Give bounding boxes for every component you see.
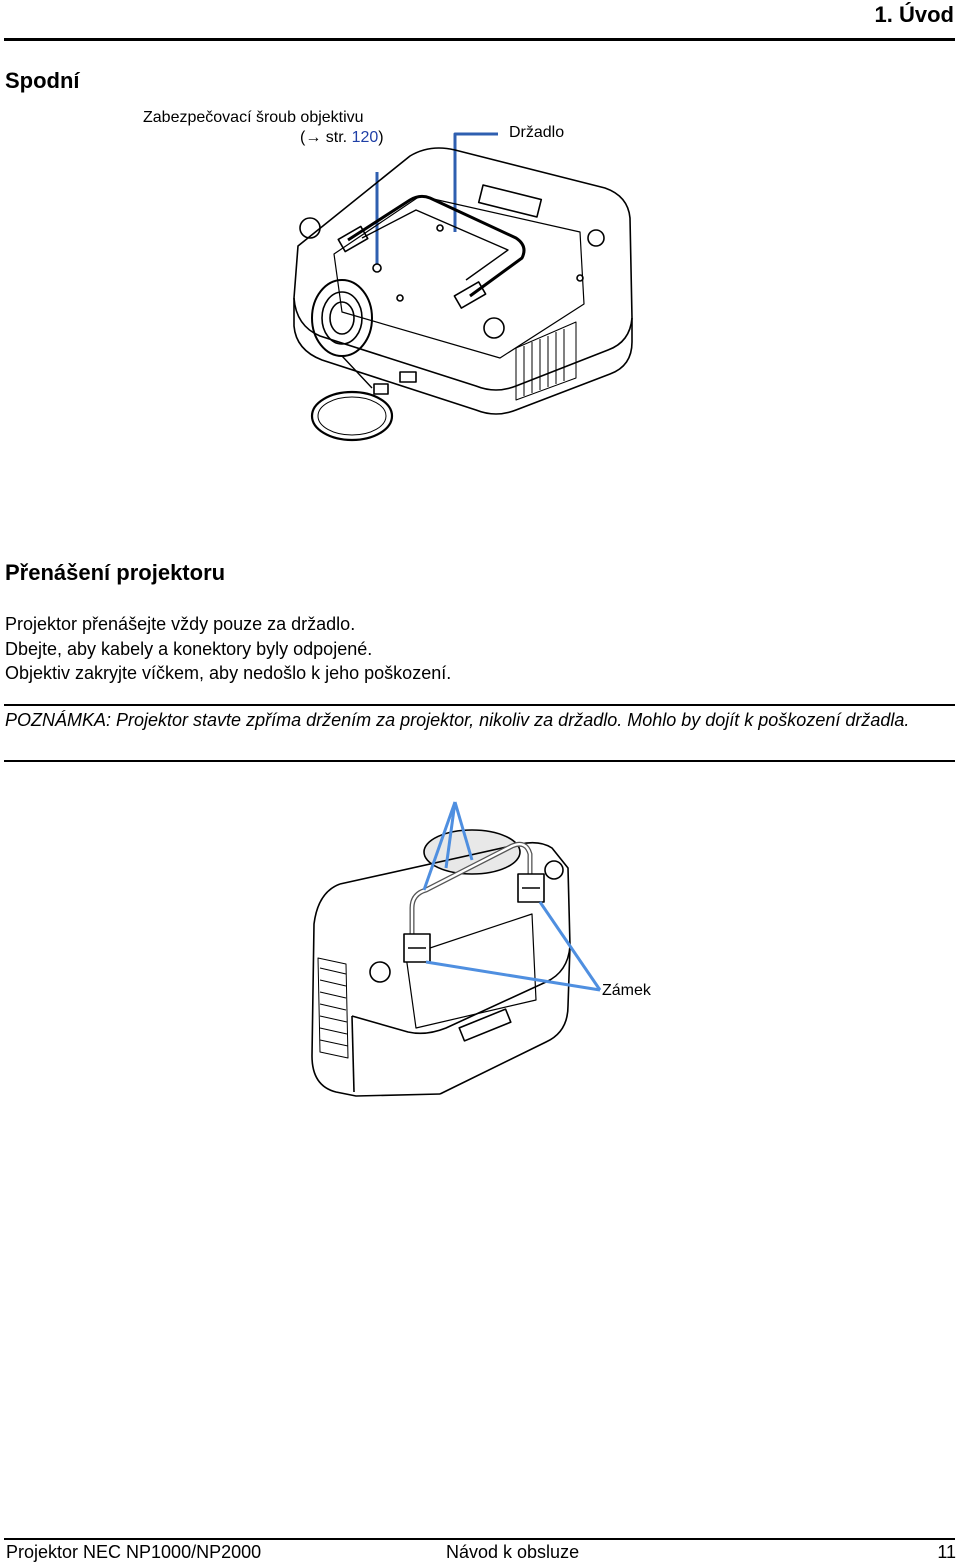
header-rule [4,38,955,41]
lens-screw-label: Zabezpečovací šroub objektivu [143,109,364,126]
carrying-instructions [5,612,451,686]
foot-left [370,962,390,982]
note-rule-top [4,704,955,706]
lens-screw [373,264,381,272]
footer-manual-title: Návod k obsluze [446,1542,580,1562]
page-link[interactable]: 120 [351,129,379,146]
note-text: POZNÁMKA: Projektor stavte zpříma držením za projektor, nikoliv za držadlo. Mohlo by dojít k poškození držadla. [5,710,910,730]
ref-str: str. [325,129,348,146]
arrow-right-icon: → [305,129,322,146]
ref-open: ( [300,129,306,146]
projector-body [294,148,632,390]
foot-rear [588,230,604,246]
projector-carry-illustration [300,796,620,1126]
footer-product: Projektor NEC NP1000/NP2000 [6,1542,262,1562]
lock-label: Zámek [602,982,651,999]
projector-bottom-illustration [280,128,650,458]
instruction-line: Objektiv zakryjte víčkem, aby nedošlo k jeho poškození. [5,663,452,683]
handle-callout-line [455,134,498,232]
lens-cap [312,392,392,440]
handle-clip-left [338,226,368,251]
note-rule-bottom [4,760,955,762]
section-title-bottom: Spodní [5,68,80,93]
section-title-carrying: Přenášení projektoru [5,560,226,585]
ref-close: ) [378,129,384,146]
instruction-line: Dbejte, aby kabely a konektory byly odpojené. [5,638,373,659]
instruction-line: Projektor přenášejte vždy pouze za držadlo. [5,614,356,634]
lock-callout-line-left [426,962,600,990]
chapter-title: 1. Úvod [874,2,954,27]
foot-front-right [484,318,504,338]
footer-rule [4,1538,955,1540]
handle-label: Držadlo [509,124,565,141]
foot-front-left [300,218,320,238]
footer-page-number: 11 [937,1542,956,1562]
foot-right [545,861,563,879]
